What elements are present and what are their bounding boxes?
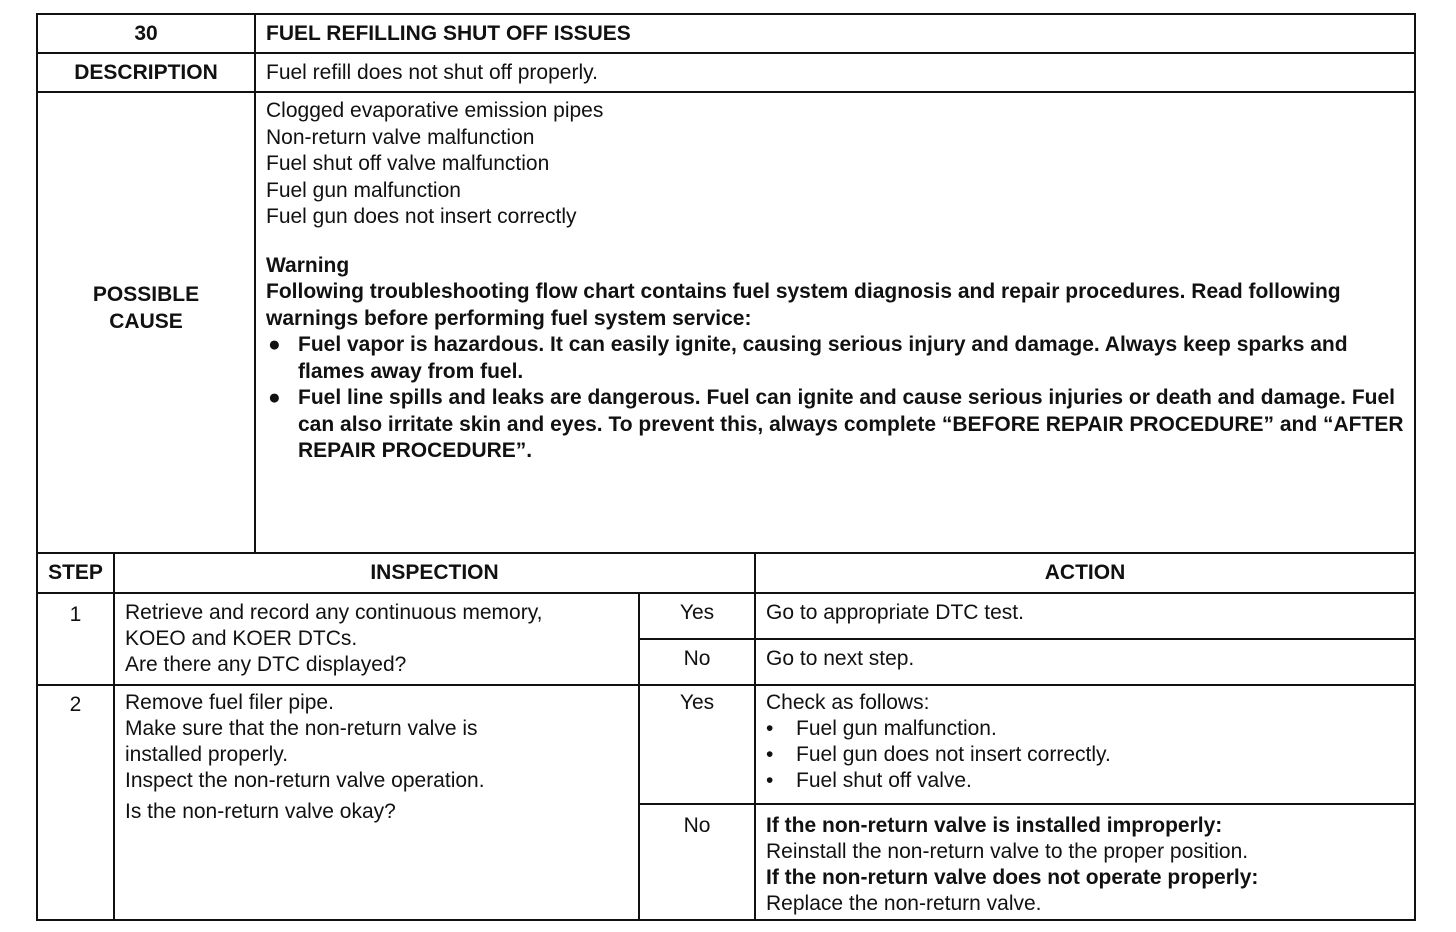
cause-item: Clogged evaporative emission pipes [266, 99, 604, 122]
issue-info-table [36, 13, 1416, 554]
action-header: ACTION [755, 553, 1415, 593]
inspection-line: Inspect the non-return valve operation. [125, 769, 485, 792]
step-inspection [114, 685, 639, 920]
cause-list [266, 98, 1404, 231]
step-number: 2 [37, 685, 114, 920]
no-action-text: Replace the non-return valve. [766, 892, 1042, 915]
no-action-heading: If the non-return valve does not operate properly: [766, 866, 1259, 889]
inspection-line: installed properly. [125, 743, 289, 766]
yes-action-intro: Check as follows: [766, 691, 930, 714]
cause-item: Fuel shut off valve malfunction [266, 152, 550, 176]
warning-bullet-text: Fuel line spills and leaks are dangerous. Fuel can ignite and cause serious injuries or death and damage. Fuel can also irritate skin and eyes. To prevent this, always complete “BEFORE REPAIR PROCEDURE” and “AFTER REPAIR PROCEDURE”. [298, 386, 1404, 463]
bullet-icon: • [766, 717, 774, 740]
action-bullet [766, 716, 1404, 742]
no-label: No [639, 639, 755, 685]
action-bullet [766, 742, 1404, 768]
possible-cause-label [37, 92, 255, 553]
inspection-line: Are there any DTC displayed? [125, 653, 407, 676]
possible-cause-label-line2: CAUSE [109, 309, 183, 333]
step-header: STEP [37, 553, 114, 593]
yes-label: Yes [639, 593, 755, 639]
cause-item: Fuel gun malfunction [266, 178, 461, 202]
bullet-icon: ● [268, 333, 281, 357]
step-inspection [114, 593, 639, 685]
warning-intro: Following troubleshooting flow chart contains fuel system diagnosis and repair procedures. Read following warnings before performing fuel system service: [266, 280, 1341, 330]
action-bullet [766, 768, 1404, 794]
warning-title: Warning [266, 253, 350, 277]
possible-cause-label-line1: POSSIBLE [92, 282, 200, 306]
issue-number: 30 [37, 14, 255, 53]
inspection-line: Remove fuel filer pipe. [125, 691, 334, 714]
no-action: Go to next step. [755, 639, 1415, 685]
inspection-line: KOEO and KOER DTCs. [125, 627, 358, 650]
action-bullet-text: Fuel gun does not insert correctly. [796, 743, 1111, 766]
inspection-line: Retrieve and record any continuous memory, [125, 601, 543, 624]
warning-bullet [266, 385, 1404, 465]
yes-action [755, 685, 1415, 804]
description-text: Fuel refill does not shut off properly. [255, 53, 1415, 92]
step-number: 1 [37, 593, 114, 685]
steps-table [36, 552, 1416, 921]
possible-cause-content [255, 92, 1415, 553]
cause-item: Non-return valve malfunction [266, 125, 535, 149]
no-action-text: Reinstall the non-return valve to the proper position. [766, 840, 1249, 863]
bullet-icon: • [766, 769, 774, 792]
no-action-heading: If the non-return valve is installed improperly: [766, 814, 1223, 837]
action-bullet-text: Fuel gun malfunction. [796, 717, 997, 740]
no-action [755, 804, 1415, 920]
yes-action: Go to appropriate DTC test. [755, 593, 1415, 639]
yes-label: Yes [639, 685, 755, 804]
action-bullet-text: Fuel shut off valve. [796, 769, 972, 792]
warning-bullet [266, 332, 1404, 385]
description-label: DESCRIPTION [37, 53, 255, 92]
issue-title: FUEL REFILLING SHUT OFF ISSUES [255, 14, 1415, 53]
bullet-icon: ● [268, 386, 281, 410]
inspection-header: INSPECTION [114, 553, 755, 593]
inspection-line: Make sure that the non-return valve is [125, 717, 478, 740]
warning-block [266, 253, 1404, 465]
cause-item: Fuel gun does not insert correctly [266, 205, 577, 229]
warning-bullet-text: Fuel vapor is hazardous. It can easily ignite, causing serious injury and damage. Always keep sparks and flames away from fuel. [298, 333, 1348, 383]
bullet-icon: • [766, 743, 774, 766]
no-label: No [639, 804, 755, 920]
inspection-line: Is the non-return valve okay? [125, 800, 396, 823]
